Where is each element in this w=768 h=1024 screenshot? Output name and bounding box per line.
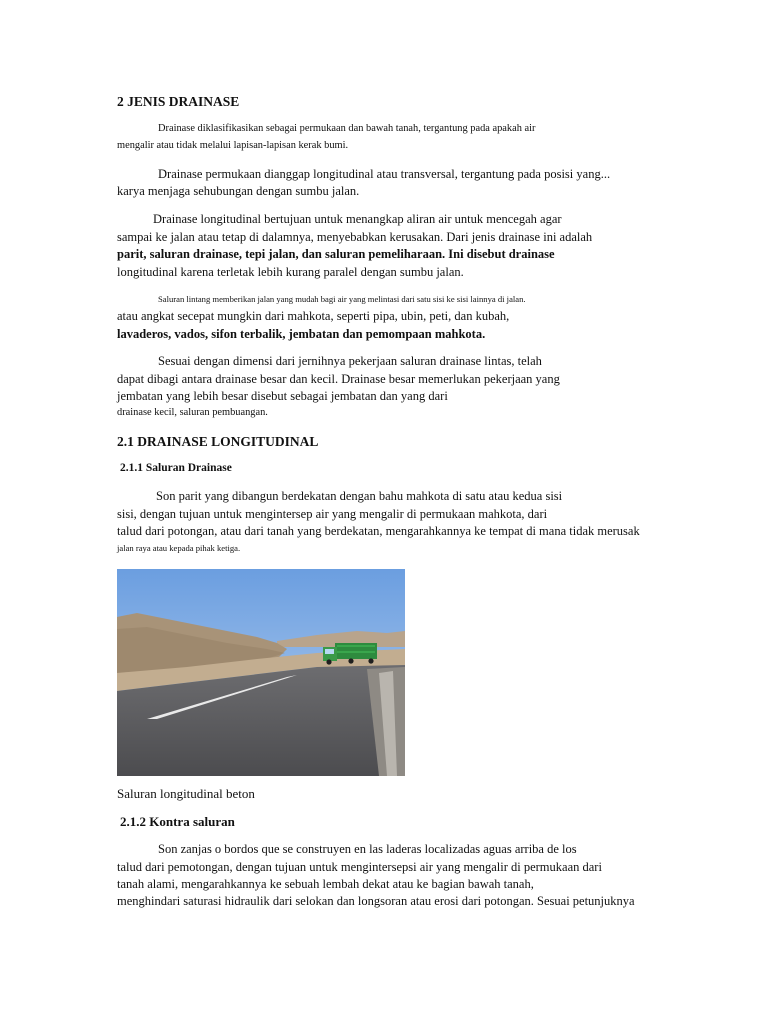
paragraph-line: Sesuai dengan dimensi dari jernihnya pekerjaan saluran drainase lintas, telah [158, 354, 542, 368]
subsubsection-heading: 2.1.1 Saluran Drainase [120, 462, 232, 474]
figure-caption: Saluran longitudinal beton [117, 786, 255, 801]
paragraph-line: sisi, dengan tujuan untuk mengintersep air yang mengalir di permukaan mahkota, dari [117, 507, 548, 521]
paragraph-line: Son parit yang dibangun berdekatan dengan bahu mahkota di satu atau kedua sisi [156, 489, 563, 503]
paragraph-line-bold: lavaderos, vados, sifon terbalik, jembatan dan pemompaan mahkota. [117, 327, 486, 341]
paragraph-line-small: drainase kecil, saluran pembuangan. [117, 407, 268, 418]
paragraph-line-small: Saluran lintang memberikan jalan yang mudah bagi air yang melintasi dari satu sisi ke sisi lainnya di jalan. [158, 294, 526, 304]
paragraph-line: talud dari potongan, atau dari tanah yang berdekatan, mengarahkannya ke tempat di mana tidak merusak [117, 524, 640, 538]
paragraph-line: Son zanjas o bordos que se construyen en las laderas localizadas aguas arriba de los [158, 842, 577, 856]
paragraph-line: dapat dibagi antara drainase besar dan kecil. Drainase besar memerlukan pekerjaan yang [117, 372, 560, 386]
paragraph-line: jembatan yang lebih besar disebut sebagai jembatan dan yang dari [117, 389, 448, 403]
paragraph-line-small: jalan raya atau kepada pihak ketiga. [117, 543, 241, 553]
section-heading: 2 JENIS DRAINASE [117, 94, 240, 109]
paragraph-line-bold: parit, saluran drainase, tepi jalan, dan saluran pemeliharaan. Ini disebut drainase [117, 247, 555, 261]
paragraph-line: Drainase diklasifikasikan sebagai permukaan dan bawah tanah, tergantung pada apakah air [158, 123, 536, 134]
paragraph-line: atau angkat secepat mungkin dari mahkota, seperti pipa, ubin, peti, dan kubah, [117, 309, 510, 323]
paragraph-line: menghindari saturasi hidraulik dari selokan dan longsoran atau erosi dari potongan. Sesuai petunjuknya [117, 894, 635, 908]
subsection-heading: 2.1 DRAINASE LONGITUDINAL [117, 434, 319, 449]
paragraph-line: karya menjaga sehubungan dengan sumbu jalan. [117, 184, 360, 198]
paragraph-line: Drainase longitudinal bertujuan untuk menangkap aliran air untuk mencegah agar [153, 212, 562, 226]
paragraph-line: Drainase permukaan dianggap longitudinal atau transversal, tergantung pada posisi yang... [158, 167, 611, 181]
paragraph-line: longitudinal karena terletak lebih kurang paralel dengan sumbu jalan. [117, 265, 464, 279]
paragraph-line: talud dari pemotongan, dengan tujuan untuk mengintersepsi air yang mengalir di permukaan dari [117, 860, 602, 874]
subsubsection-heading: 2.1.2 Kontra saluran [120, 814, 235, 829]
paragraph-line: mengalir atau tidak melalui lapisan-lapisan kerak bumi. [117, 140, 349, 151]
paragraph-line: sampai ke jalan atau tetap di dalamnya, menyebabkan kerusakan. Dari jenis drainase ini adalah [117, 230, 593, 244]
paragraph-line: tanah alami, mengarahkannya ke sebuah lembah dekat atau ke bagian bawah tanah, [117, 877, 534, 891]
road-drainage-photo [117, 569, 405, 776]
